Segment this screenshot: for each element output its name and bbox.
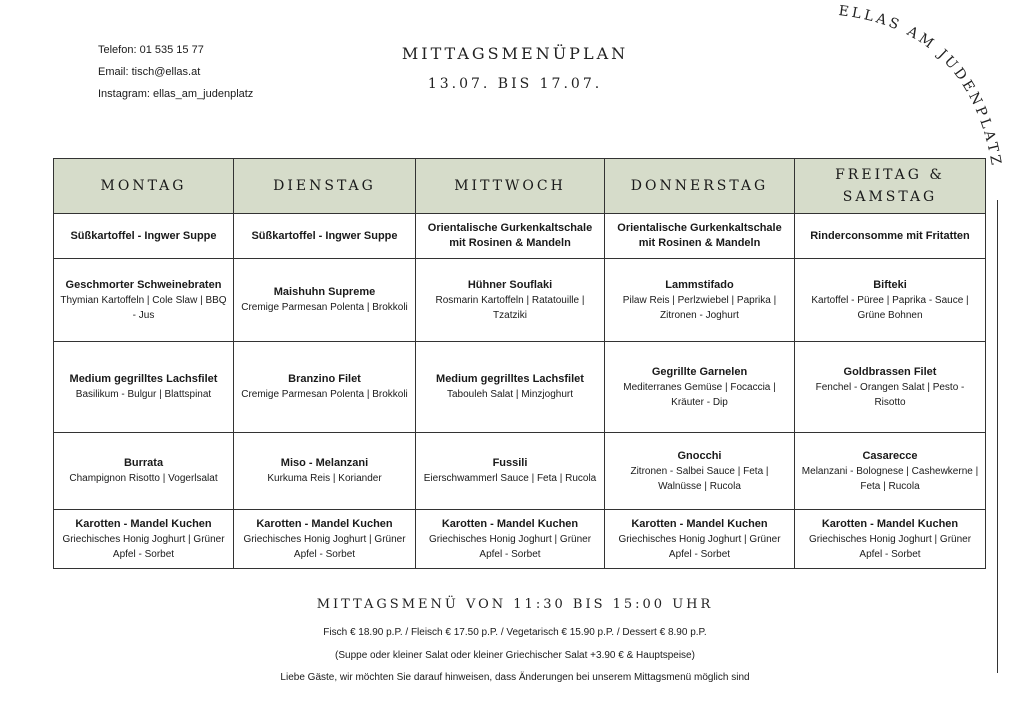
soup-cell (795, 214, 986, 259)
day-header-row (54, 159, 986, 214)
soup-name: Süßkartoffel - Ingwer Suppe (70, 229, 217, 242)
menu-options-note: (Suppe oder kleiner Salat oder kleiner Griechischer Salat +3.90 € & Hauptspeise) (335, 650, 695, 661)
dish-sides: Griechisches Honig Joghurt | Grüner Apfel - Sorbet (428, 533, 592, 560)
dish-sides: Griechisches Honig Joghurt | Grüner Apfel - Sorbet (243, 533, 406, 560)
dish-name: Hühner Souflaki (467, 278, 553, 291)
dish-name: Bifteki (873, 278, 907, 291)
soup-cell (234, 214, 416, 259)
soup-name: Süßkartoffel - Ingwer Suppe (251, 229, 398, 242)
day-header-thursday: DONNERSTAG (605, 159, 795, 214)
menu-cell (795, 342, 986, 433)
dish-name: Medium gegrilltes Lachsfilet (436, 373, 584, 385)
menu-cell (795, 510, 986, 569)
lunch-hours: MITTAGSMENÜ VON 11:30 BIS 15:00 UHR (316, 597, 714, 612)
phone-text: Telefon: 01 535 15 77 (98, 44, 204, 56)
dish-name: Karotten - Mandel Kuchen (256, 517, 393, 530)
menu-cell (605, 433, 795, 510)
soup-name: Rinderconsomme mit Fritatten (810, 229, 970, 242)
menu-cell (605, 510, 795, 569)
dish-name: Branzino Filet (288, 373, 361, 385)
menu-cell (234, 510, 416, 569)
meat-row (54, 259, 986, 342)
dish-sides: Zitronen - Salbei Sauce | Feta | Walnüsse | Rucola (630, 465, 769, 492)
menu-cell (416, 342, 605, 433)
dish-sides: Fenchel - Orangen Salat | Pesto - Risotto (815, 381, 965, 408)
menu-cell (54, 342, 234, 433)
dish-sides: Thymian Kartoffeln | Cole Slaw | BBQ - Jus (60, 294, 227, 321)
disclaimer-note: Liebe Gäste, wir möchten Sie darauf hinweisen, dass Änderungen bei unserem Mittagsmenü möglich sind (280, 672, 750, 683)
dish-sides: Rosmarin Kartoffeln | Ratatouille | Tzatziki (435, 294, 585, 321)
day-header-wednesday: MITTWOCH (416, 159, 605, 214)
dish-name: Karotten - Mandel Kuchen (75, 517, 212, 530)
menu-title: MITTAGSMENÜPLAN (401, 44, 629, 63)
menu-table (53, 158, 986, 569)
day-header-tuesday: DIENSTAG (234, 159, 416, 214)
dish-sides: Griechisches Honig Joghurt | Grüner Apfel - Sorbet (618, 533, 781, 560)
menu-dates: 13.07. BIS 17.07. (427, 76, 603, 92)
dish-name: Casarecce (862, 449, 918, 462)
contact-info (98, 42, 253, 108)
dish-sides: Champignon Risotto | Vogerlsalat (69, 473, 218, 484)
dish-name: Lammstifado (665, 278, 734, 291)
dish-sides: Griechisches Honig Joghurt | Grüner Apfel - Sorbet (808, 533, 972, 560)
dish-sides: Mediterranes Gemüse | Focaccia | Kräuter - Dip (623, 381, 776, 408)
price-list: Fisch € 18.90 p.P. / Fleisch € 17.50 p.P. / Vegetarisch € 15.90 p.P. / Dessert € 8.90 p.P. (323, 627, 707, 638)
menu-cell (416, 510, 605, 569)
dish-sides: Melanzani - Bolognese | Cashewkerne | Feta | Rucola (801, 465, 979, 492)
dessert-row (54, 510, 986, 569)
decorative-line (997, 200, 998, 673)
email-text: Email: tisch@ellas.at (98, 66, 201, 78)
dish-name: Goldbrassen Filet (843, 365, 937, 378)
soup-name: Orientalische Gurkenkaltschale mit Rosinen & Mandeln (427, 222, 593, 249)
dish-name: Medium gegrilltes Lachsfilet (69, 373, 218, 385)
menu-cell (795, 433, 986, 510)
dish-sides: Cremige Parmesan Polenta | Brokkoli (241, 302, 408, 313)
dish-sides: Cremige Parmesan Polenta | Brokkoli (241, 389, 408, 400)
day-header-friday-saturday: FREITAG & SAMSTAG (795, 159, 986, 214)
dish-sides: Eierschwammerl Sauce | Feta | Rucola (423, 473, 597, 484)
dish-sides: Kartoffel - Püree | Paprika - Sauce | Grüne Bohnen (811, 294, 969, 321)
dish-name: Gnocchi (677, 449, 722, 462)
dish-name: Burrata (123, 457, 164, 469)
menu-cell (605, 259, 795, 342)
brand-logo-textpath: ELLAS AM JUDENPLATZ (837, 3, 1005, 170)
menu-cell (54, 510, 234, 569)
fish-row (54, 342, 986, 433)
brand-logo-text (838, 3, 1005, 169)
vegetarian-row (54, 433, 986, 510)
menu-cell (234, 259, 416, 342)
dish-sides: Basilikum - Bulgur | Blattspinat (75, 389, 212, 400)
menu-cell (795, 259, 986, 342)
menu-cell (416, 259, 605, 342)
dish-name: Karotten - Mandel Kuchen (821, 517, 959, 530)
soup-cell (416, 214, 605, 259)
instagram-text: Instagram: ellas_am_judenplatz (98, 88, 254, 100)
menu-cell (416, 433, 605, 510)
menu-cell (234, 342, 416, 433)
dish-name: Karotten - Mandel Kuchen (631, 517, 768, 530)
menu-cell (234, 433, 416, 510)
soup-cell (605, 214, 795, 259)
dish-name: Maishuhn Supreme (273, 286, 376, 298)
dish-sides: Griechisches Honig Joghurt | Grüner Apfel - Sorbet (62, 533, 225, 560)
dish-name: Gegrillte Garnelen (651, 365, 748, 378)
menu-cell (54, 259, 234, 342)
dish-name: Miso - Melanzani (280, 457, 369, 469)
dish-name: Geschmorter Schweinebraten (65, 278, 222, 291)
dish-name: Fussili (492, 457, 528, 469)
day-header-monday: MONTAG (54, 159, 234, 214)
soup-name: Orientalische Gurkenkaltschale mit Rosinen & Mandeln (617, 222, 782, 249)
dish-sides: Kurkuma Reis | Koriander (267, 473, 382, 484)
dish-sides: Tabouleh Salat | Minzjoghurt (446, 389, 573, 400)
menu-cell (605, 342, 795, 433)
dish-sides: Pilaw Reis | Perlzwiebel | Paprika | Zitronen - Joghurt (622, 294, 777, 321)
soup-cell (54, 214, 234, 259)
menu-cell (54, 433, 234, 510)
dish-name: Karotten - Mandel Kuchen (441, 517, 579, 530)
soup-row (54, 214, 986, 259)
